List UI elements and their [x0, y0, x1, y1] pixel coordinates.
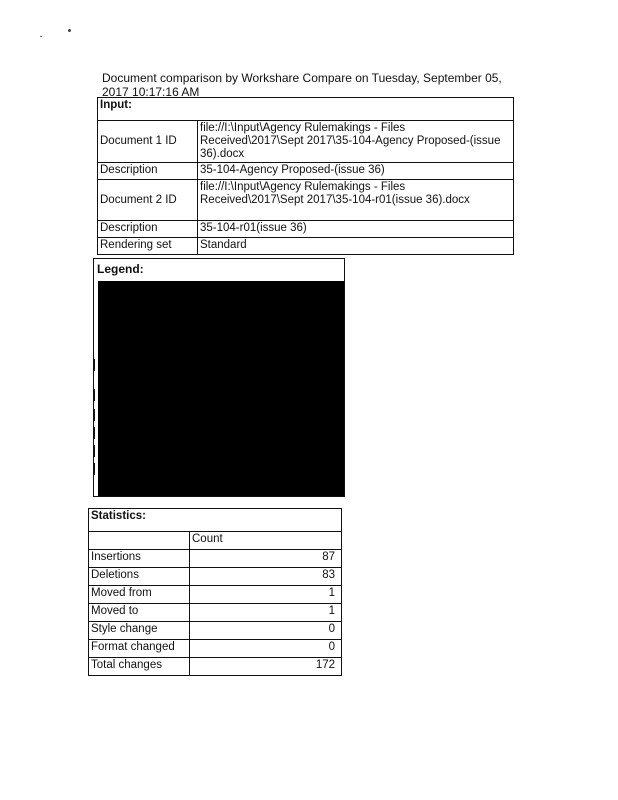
legend-title: Legend:	[97, 262, 144, 276]
table-row	[89, 658, 342, 676]
stat-label: Format changed	[89, 640, 190, 658]
table-row	[89, 550, 342, 568]
stat-count: 172	[190, 658, 342, 676]
comparison-header	[102, 71, 522, 99]
table-row	[89, 604, 342, 622]
stats-header-blank	[89, 532, 190, 550]
document-1-value: file://I:\Input\Agency Rulemakings - Files Received\2017\Sept 2017\35-104-Agency Proposed-(issue 36).docx	[198, 121, 514, 163]
stat-label: Total changes	[89, 658, 190, 676]
legend-row-edge	[94, 445, 99, 457]
legend-row-edge	[94, 409, 99, 421]
stat-label: Style change	[89, 622, 190, 640]
legend-row-edge	[94, 427, 99, 439]
legend-panel	[93, 258, 345, 497]
stat-count: 1	[190, 604, 342, 622]
table-row	[98, 180, 514, 221]
table-row	[98, 221, 514, 238]
table-row	[89, 586, 342, 604]
table-row	[98, 121, 514, 163]
input-title: Input:	[98, 98, 514, 121]
table-row	[89, 640, 342, 658]
stat-label: Moved to	[89, 604, 190, 622]
document-2-value: file://I:\Input\Agency Rulemakings - Files Received\2017\Sept 2017\35-104-r01(issue 36).docx	[198, 180, 514, 221]
table-row	[89, 568, 342, 586]
legend-row-edge	[94, 359, 99, 371]
table-row	[89, 532, 342, 550]
description-2-value: 35-104-r01(issue 36)	[198, 221, 514, 238]
redaction-block	[98, 281, 344, 496]
table-row	[98, 238, 514, 255]
rendering-set-label: Rendering set	[98, 238, 198, 255]
statistics-title: Statistics:	[89, 509, 342, 532]
legend-row-edge	[94, 389, 99, 401]
table-row	[98, 163, 514, 180]
stat-label: Deletions	[89, 568, 190, 586]
count-header: Count	[190, 532, 342, 550]
stat-label: Moved from	[89, 586, 190, 604]
description-1-label: Description	[98, 163, 198, 180]
description-2-label: Description	[98, 221, 198, 238]
stat-count: 0	[190, 640, 342, 658]
scan-speck	[40, 36, 42, 37]
description-1-value: 35-104-Agency Proposed-(issue 36)	[198, 163, 514, 180]
scan-speck	[68, 29, 71, 32]
table-row	[89, 622, 342, 640]
document-2-label: Document 2 ID	[98, 180, 198, 221]
legend-row-edge	[94, 463, 99, 475]
stat-count: 0	[190, 622, 342, 640]
input-table	[97, 97, 514, 255]
document-1-label: Document 1 ID	[98, 121, 198, 163]
statistics-table	[88, 508, 342, 676]
stat-count: 1	[190, 586, 342, 604]
stat-label: Insertions	[89, 550, 190, 568]
header-date: 2017 10:17:16 AM	[102, 85, 200, 99]
rendering-set-value: Standard	[198, 238, 514, 255]
header-line-1: Document comparison by Workshare Compare on Tuesday, September 05,	[102, 71, 502, 85]
stat-count: 83	[190, 568, 342, 586]
stat-count: 87	[190, 550, 342, 568]
